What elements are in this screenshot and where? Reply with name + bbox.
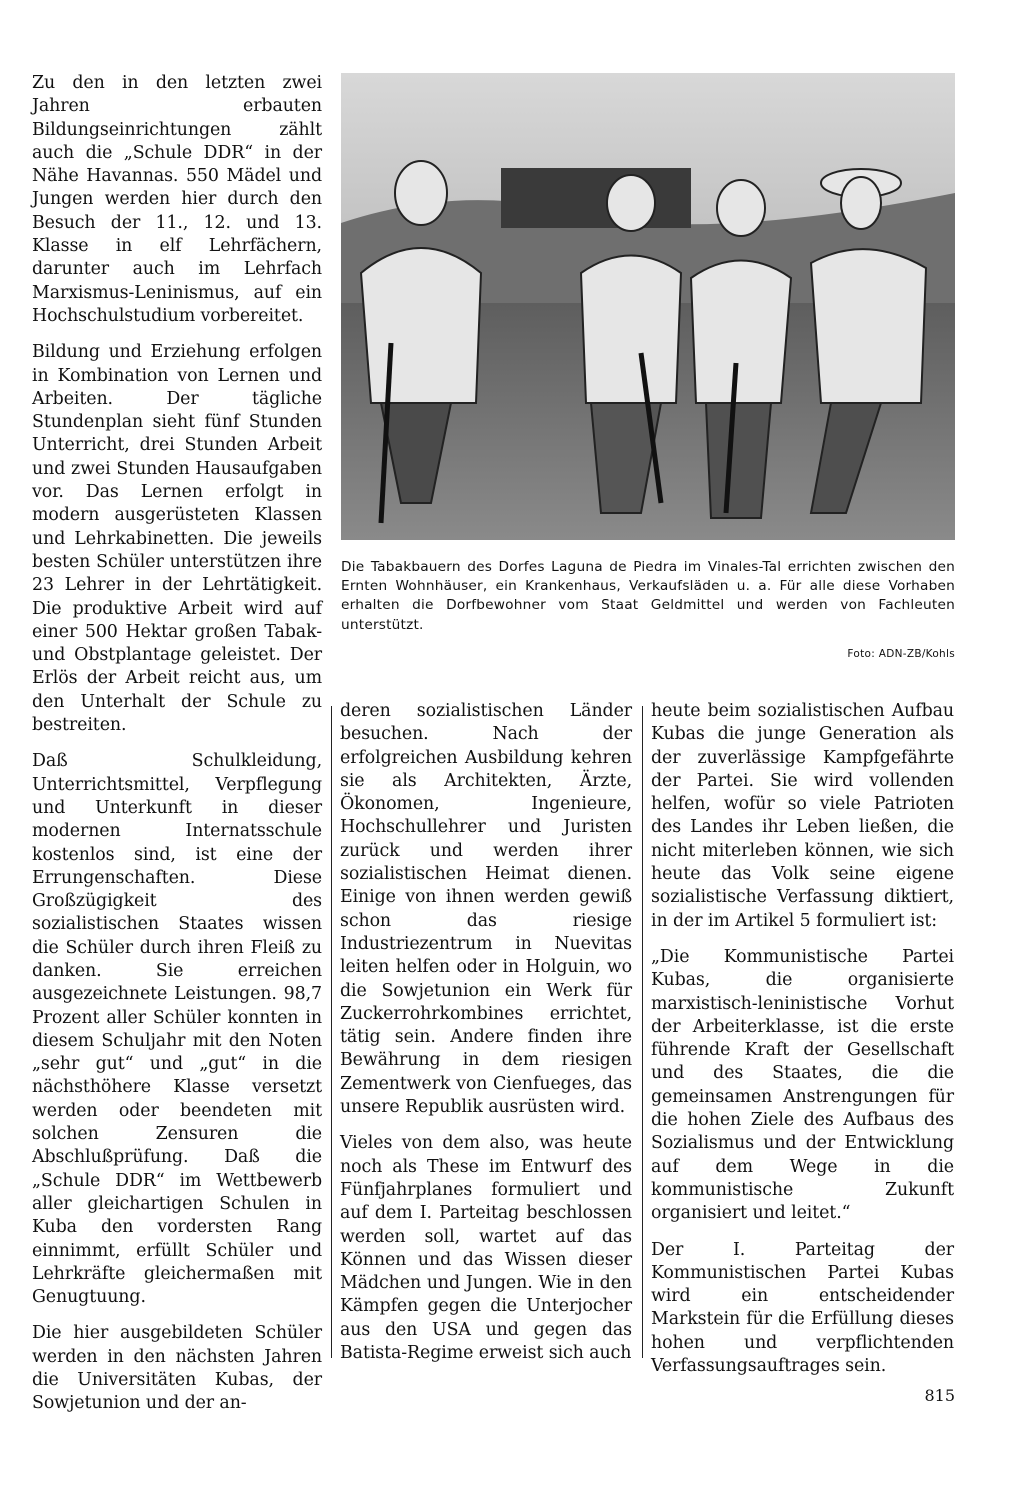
column-divider [331, 706, 332, 1358]
photo-illustration [341, 73, 955, 540]
paragraph: Zu den in den letzten zwei Jahren erbauten Bildungseinrichtungen zählt auch die „Schule DDR“ in der Nähe Havannas. 550 Mädel und Jungen werden hier durch den Besuch der 11., 12. und 13. Klasse in elf Lehrfächern, darunter auch im Lehrfach Marxismus-Leninismus, auf ein Hochschulstudium vorbereitet. [32, 73, 322, 326]
page-number: 815 [924, 1386, 955, 1405]
text-column-2 [340, 700, 632, 1378]
photo-credit: Foto: ADN-ZB/Kohls [847, 648, 955, 660]
photo-tobacco-farmers [341, 73, 955, 540]
photo-caption: Die Tabakbauern des Dorfes Laguna de Piedra im Vinales-Tal errichten zwischen den Ernten Wohnhäuser, ein Krankenhaus, Verkaufsläden u. a. Für alle diese Vorhaben erhalten die Dorfbewohner vom Staat Geldmittel und werden von Fachleuten unterstützt. [341, 559, 955, 633]
paragraph: deren sozialistischen Länder besuchen. Nach der erfolgreichen Ausbildung kehren sie als Architekten, Ärzte, Ökonomen, Ingenieure, Hochschullehrer und Juristen zurück und werden ihrer sozialistischen Heimat dienen. Einige von ihnen werden gewiß schon das riesige Industriezentrum in Nuevitas leiten helfen oder in Holguin, wo die Sowjetunion ein Werk für Zuckerrohrkombines errichtet, tätig sein. Andere finden ihre Bewährung in dem riesigen Zementwerk von Cienfueges, das unsere Republik ausrüsten wird. [340, 701, 632, 1118]
text-column-3 [651, 700, 954, 1391]
column-divider [642, 706, 643, 1358]
paragraph: Der I. Parteitag der Kommunistischen Partei Kubas wird ein entscheidender Markstein für die Erfüllung dieses hohen und verpflichtenden Verfassungsauftrages sein. [651, 1239, 954, 1377]
paragraph: Bildung und Erziehung erfolgen in Kombination von Lernen und Arbeiten. Der tägliche Stundenplan sieht fünf Stunden Unterricht, drei Stunden Arbeit und zwei Stunden Hausaufgaben vor. Das Lernen erfolgt in modern ausgerüsteten Klassen und Lehrkabinetten. Die jeweils besten Schüler unterstützen ihre 23 Lehrer in der Lehrtätigkeit. Die produktive Arbeit wird auf einer 500 Hektar großen Tabak- und Obstplantage geleistet. Der Erlös der Arbeit reicht aus, um den Unterhalt der Schule zu bestreiten. [32, 342, 322, 736]
paragraph: heute beim sozialistischen Aufbau Kubas die junge Generation als der zuverlässige Kampfgefährte der Partei. Sie wird vollenden helfen, wofür so viele Patrioten des Landes ihr Leben ließen, die nicht miterleben können, wie sich heute das Volk seine eigene sozialistische Verfassung diktiert, in der im Artikel 5 formuliert ist: [651, 701, 954, 931]
paragraph: Daß Schulkleidung, Unterrichtsmittel, Verpflegung und Unterkunft in dieser modernen Internatsschule kostenlos sind, ist eine der Errungenschaften. Diese Großzügigkeit des sozialistischen Staates wissen die Schüler durch ihren Fleiß zu danken. Sie erreichen ausgezeichnete Leistungen. 98,7 Prozent aller Schüler konnten in diesem Schuljahr mit den Noten „sehr gut“ und „gut“ in die nächsthöhere Klasse versetzt werden oder beendeten mit solchen Zensuren die Abschlußprüfung. Daß die „Schule DDR“ im Wettbewerb aller gleichartigen Schulen in Kuba den vordersten Rang einnimmt, erfüllt Schüler und Lehrkräfte gleichermaßen mit Genugtuung. [32, 751, 322, 1308]
paragraph: Vieles von dem also, was heute noch als These im Entwurf des Fünfjahrplanes formuliert und auf dem I. Parteitag beschlossen werden soll, wartet auf das Können und das Wissen dieser Mädchen und Jungen. Wie in den Kämpfen gegen die Unterjocher aus den USA und gegen das Batista-Regime erweist sich auch [340, 1133, 632, 1364]
paragraph: „Die Kommunistische Partei Kubas, die organisierte marxistisch-leninistische Vorhut der Arbeiterklasse, ist die erste führende Kraft der Gesellschaft und des Staates, die die gemeinsamen Anstrengungen für die hohen Ziele des Aufbaus des Sozialismus und der Entwicklung auf dem Wege in die kommunistische Zukunft organisiert und leitet.“ [651, 946, 954, 1224]
text-column-1 [32, 72, 322, 1429]
paragraph: Die hier ausgebildeten Schüler werden in den nächsten Jahren die Universitäten Kubas, der Sowjetunion und der an- [32, 1323, 322, 1414]
